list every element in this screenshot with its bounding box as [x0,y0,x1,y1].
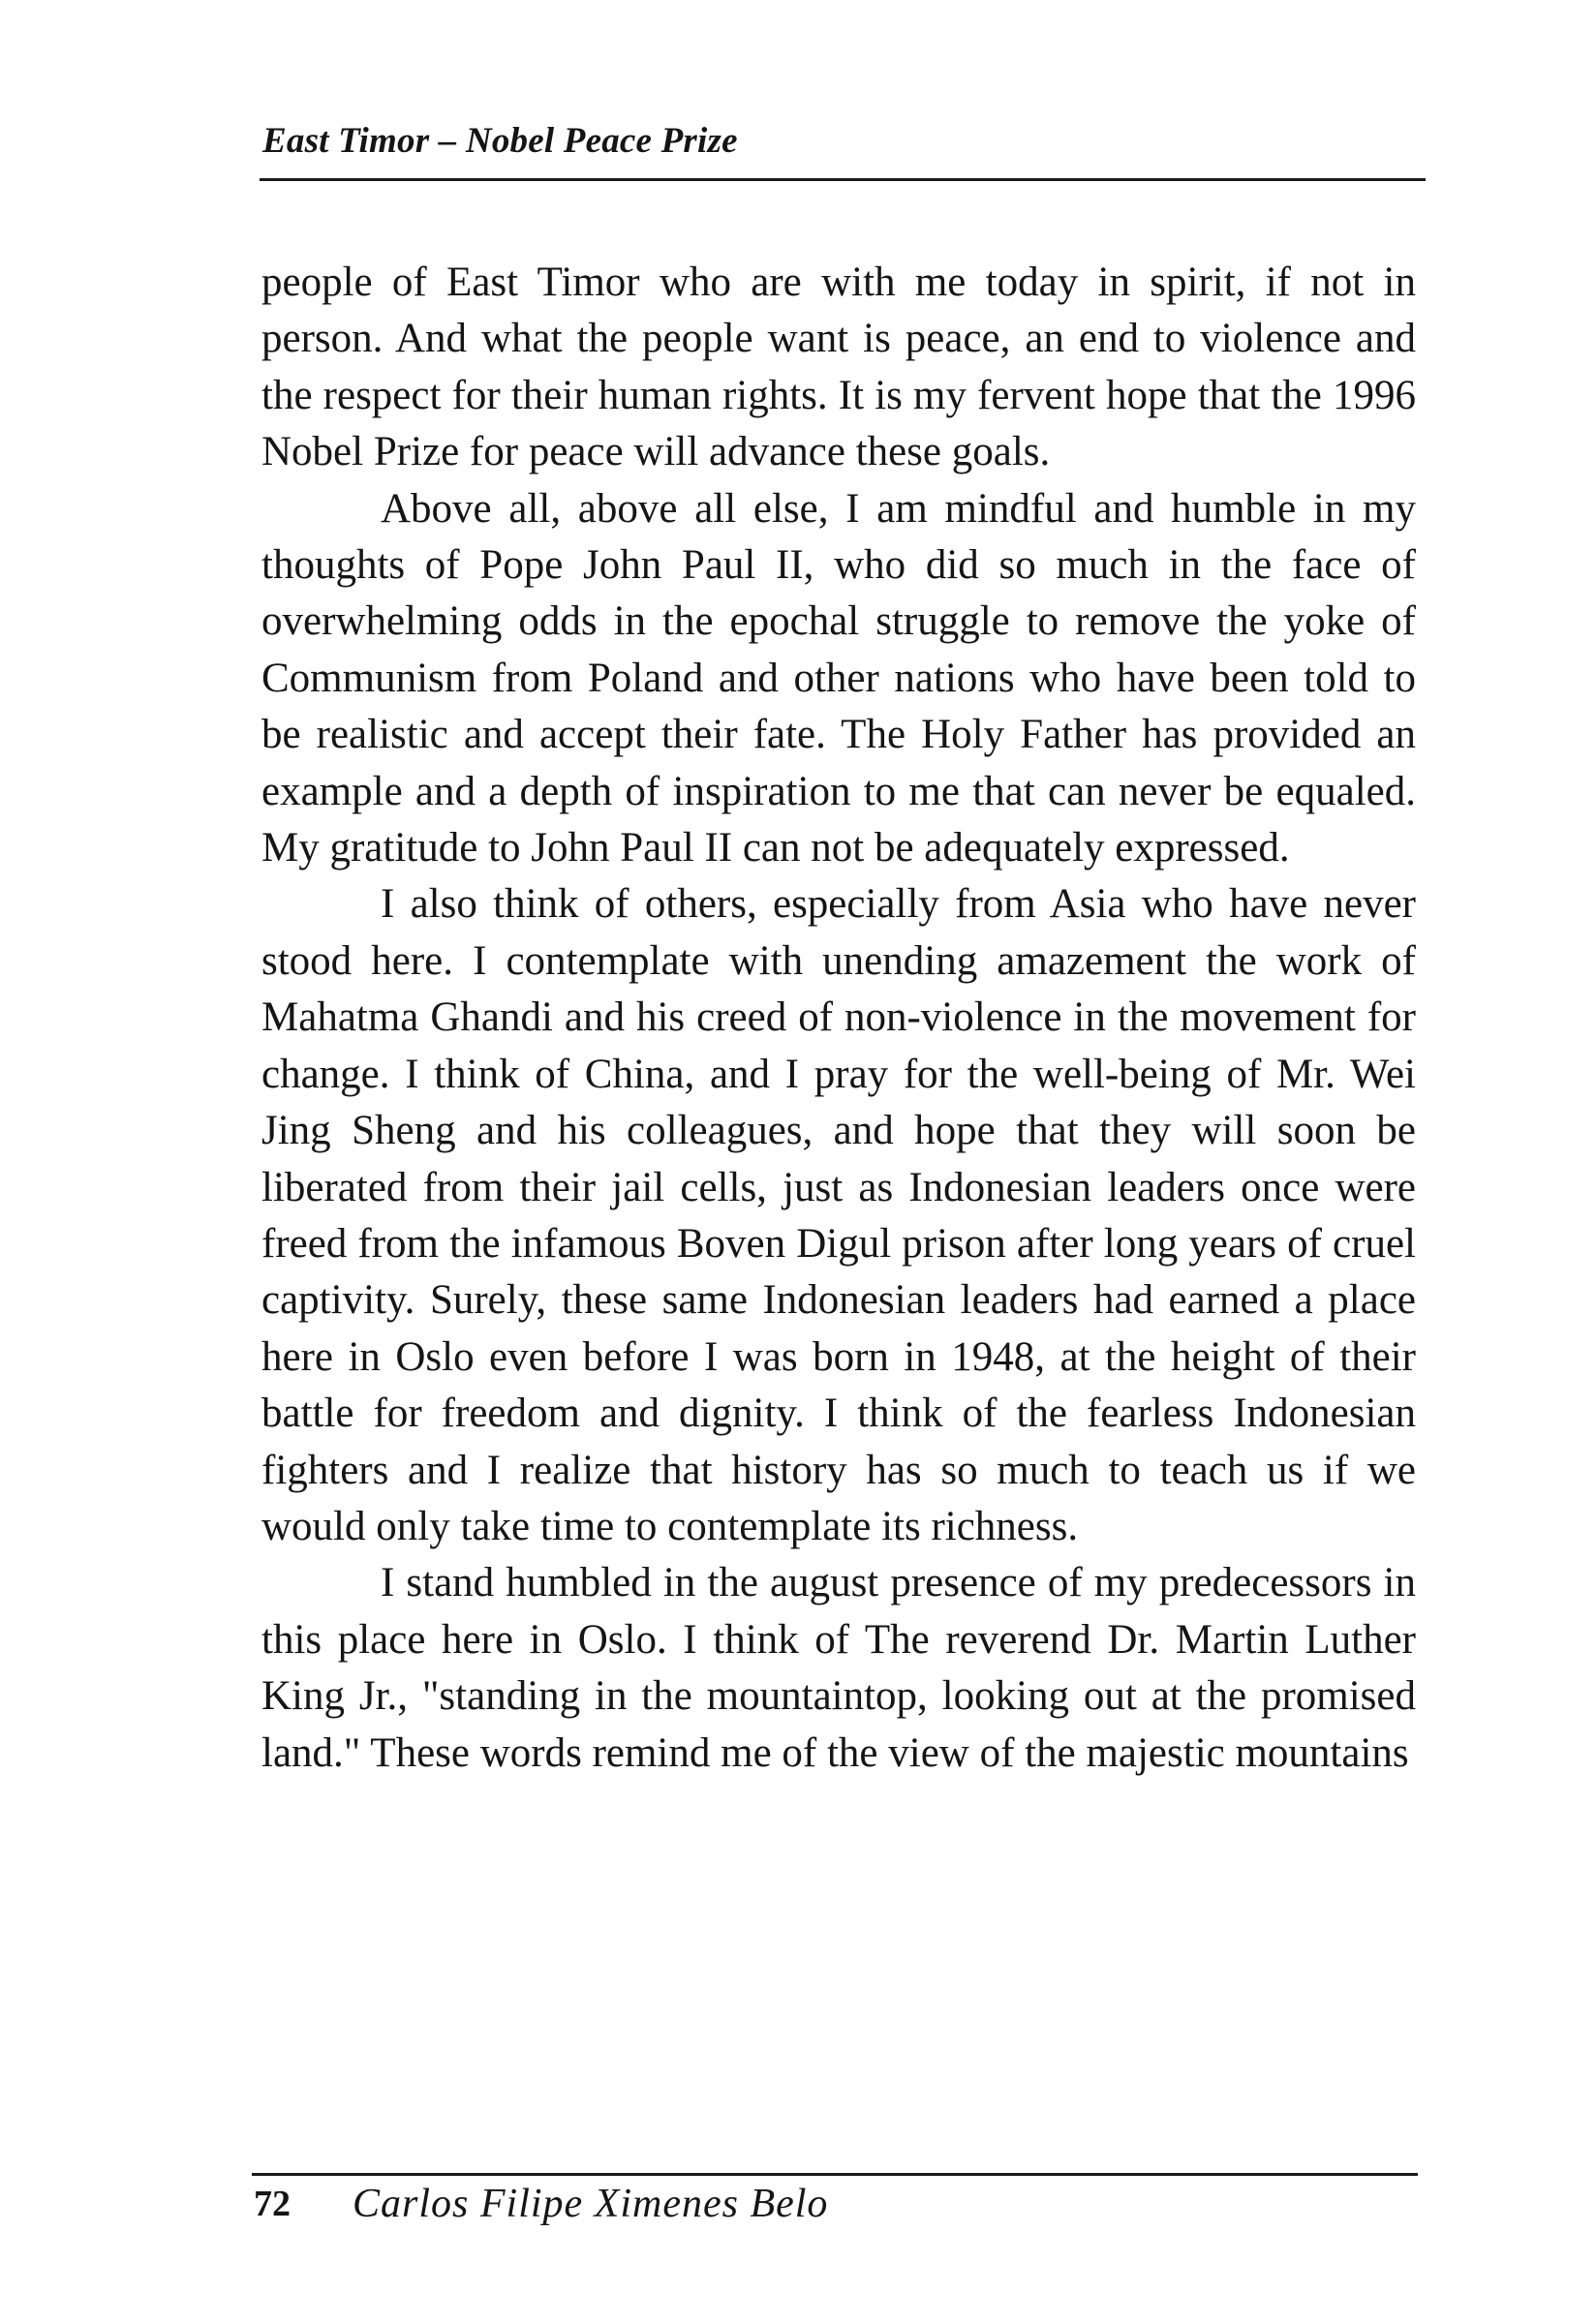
page-number: 72 [254,2184,291,2224]
header-rule [260,178,1426,181]
footer-rule [252,2173,1418,2176]
running-header-title: East Timor – Nobel Peace Prize [262,121,738,161]
paragraph-continued: people of East Timor who are with me today in spirit, if not in person. And what the people want is peace, an end to violence and the respect for their human rights. It is my fervent hope that the 1996 Nobel Prize for peace will advance these goals. [261,260,1416,475]
footer-author: Carlos Filipe Ximenes Belo [353,2182,829,2226]
paragraph-asia-leaders: I also think of others, especially from Asia who have never stood here. I contemplate with unending amazement the work of Mahatma Ghandi and his creed of non-violence in the movement for change. I think of China, and I pray for the well-being of Mr. Wei Jing Sheng and his colleagues, and hope that they will soon be liberated from their jail cells, just as Indonesian leaders once were freed from the infamous Boven Digul prison after long years of cruel captivity. Surely, these same Indonesian leaders had earned a place here in Oslo even before I was born in 1948, at the height of their battle for freedom and dignity. I think of the fearless Indonesian fighters and I realize that history has so much to teach us if we would only take time to contemplate its richness. [261,881,1416,1549]
paragraph-pope-john-paul: Above all, above all else, I am mindful and humble in my thoughts of Pope John Paul II, who did so much in the face of overwhelming odds in the epochal struggle to remove the yoke of Communism from Poland and other nations who have been told to be realistic and accept their fate. The Holy Father has provided an example and a depth of inspiration to me that can never be equaled. My gratitude to John Paul II can not be adequately expressed. [261,485,1416,872]
paragraph-predecessors: I stand humbled in the august presence of my predecessors in this place here in Oslo. I think of The reverend Dr. Martin Luther King Jr., "standing in the mountaintop, looking out at the promised land." These words remind me of the view of the majestic mountains [261,1560,1416,1776]
body-text [261,255,1416,1782]
